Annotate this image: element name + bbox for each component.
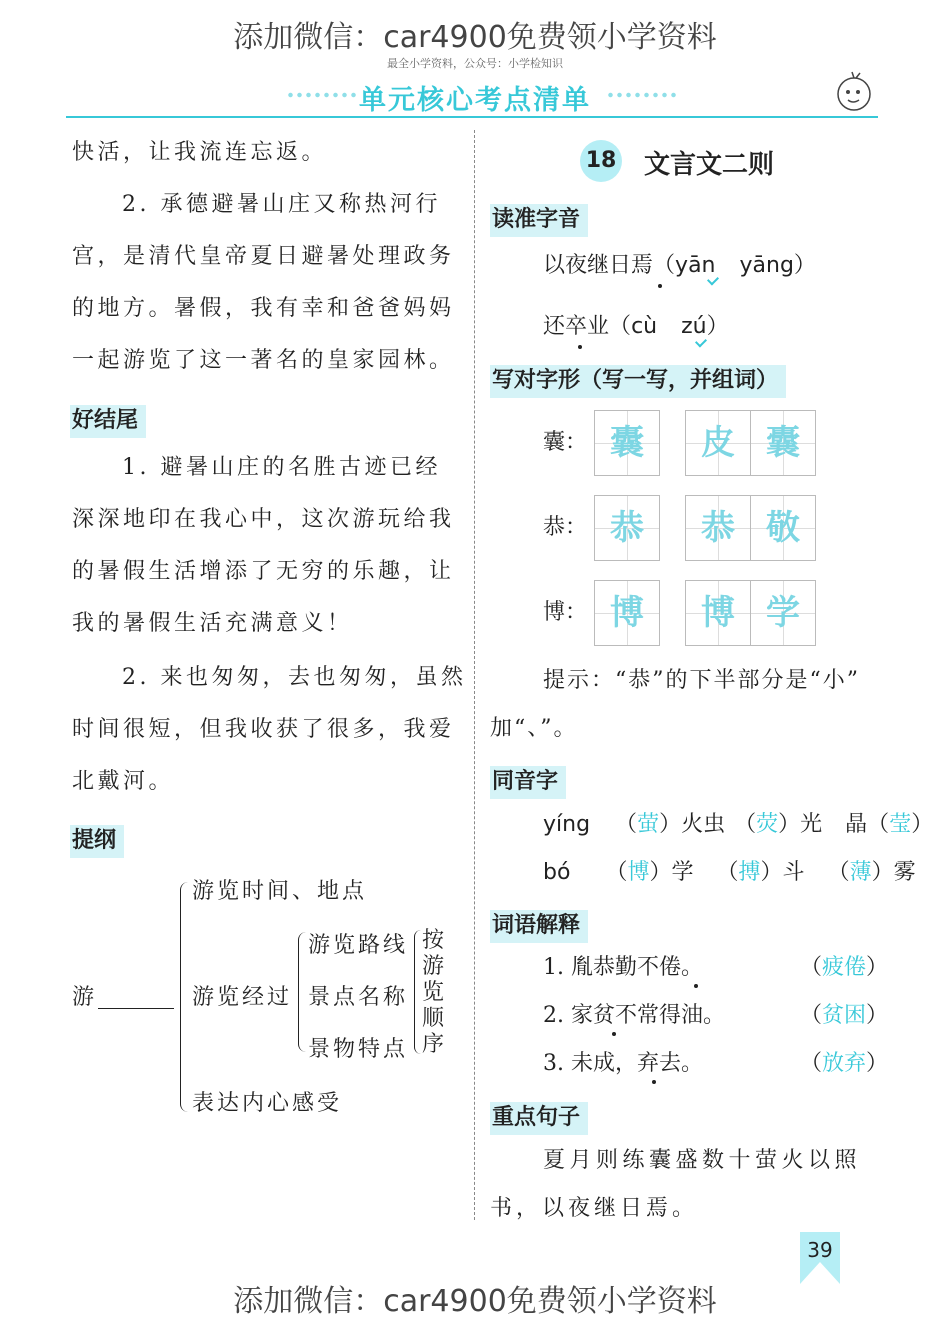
write-box: 博 — [685, 580, 751, 646]
header-dots-right — [606, 92, 676, 98]
outline-time: 游览时间、地点 — [192, 879, 368, 904]
outline-brace-order — [414, 930, 421, 1054]
word-question-3: 3. 未成，弃去。 — [543, 1051, 703, 1076]
column-divider — [474, 130, 475, 1220]
word-answer-2: （贫困） — [800, 1003, 889, 1028]
outline-brace-sub — [298, 932, 307, 1052]
emphasis-dot — [652, 1080, 656, 1084]
section-good-ending: 好结尾 — [70, 405, 146, 438]
section-homophone: 同音字 — [490, 766, 566, 799]
lesson-title: 文言文二则 — [644, 150, 775, 180]
pronunciation-row-2: 还卒业（cù zú） — [543, 314, 729, 339]
left-para-1: 快活，让我流连忘返。 — [72, 140, 328, 165]
header-small-text: 最全小学资料，公众号：小学检知识 — [387, 57, 563, 70]
outline-process: 游览经过 — [192, 985, 293, 1010]
mascot-icon — [830, 70, 878, 114]
emphasis-dot — [578, 345, 582, 349]
word-question-2: 2. 家贫不常得油。 — [543, 1003, 725, 1028]
outline-order: 按 游 览 顺 序 — [422, 928, 445, 1057]
write-box: 学 — [750, 580, 816, 646]
page-header-title: 单元核心考点清单 — [359, 85, 591, 116]
hint-line-2: 加“、”。 — [490, 716, 578, 741]
write-box: 囊 — [594, 410, 660, 476]
outline-root: 游 — [72, 985, 95, 1010]
word-question-1: 1. 胤恭勤不倦。 — [543, 955, 703, 980]
emphasis-dot — [694, 984, 698, 988]
left-para-4: 2. 来也匆匆，去也匆匆，虽然 时间很短，但我收获了很多，我爱 北戴河。 — [72, 665, 467, 794]
emphasis-dot — [612, 1032, 616, 1036]
outline-spots: 景点名称 — [308, 985, 409, 1010]
write-label-1: 囊： — [543, 430, 588, 455]
write-label-3: 博： — [543, 600, 588, 625]
section-write-form: 写对字形（写一写，并组词） — [490, 365, 786, 398]
write-box: 囊 — [750, 410, 816, 476]
page-number: 39 — [807, 1238, 833, 1262]
word-answer-3: （放弃） — [800, 1051, 889, 1076]
left-para-2: 2. 承德避暑山庄又称热河行 宫，是清代皇帝夏日避暑处理政务 的地方。暑假，我有幸和爸爸妈妈 一起游览了这一著名的皇家园林。 — [72, 192, 455, 373]
page-number-tab-notch — [800, 1262, 840, 1284]
section-pronunciation: 读准字音 — [490, 204, 588, 237]
write-box: 恭 — [685, 495, 751, 561]
section-word-explain: 词语解释 — [490, 910, 588, 943]
homophone-row-2: bó （博）学 （搏）斗 （薄）雾 — [543, 860, 916, 885]
emphasis-dot — [658, 284, 662, 288]
outline-blank — [98, 1008, 174, 1009]
key-sentence-line-1: 夏月则练囊盛数十萤火以照 — [543, 1148, 862, 1173]
key-sentence-line-2: 书，以夜继日焉。 — [490, 1196, 699, 1221]
outline-feeling: 表达内心感受 — [192, 1091, 343, 1116]
write-box: 皮 — [685, 410, 751, 476]
watermark-bottom: 添加微信：car4900免费领小学资料 — [233, 1284, 717, 1319]
header-rule — [66, 116, 878, 118]
section-key-sentence: 重点句子 — [490, 1102, 588, 1135]
dotted-char: 焉 — [631, 253, 654, 278]
homophone-row-1: yíng （萤）火虫 （荧）光 晶（莹） — [543, 812, 934, 837]
outline-features: 景物特点 — [308, 1037, 409, 1062]
section-outline: 提纲 — [70, 825, 124, 858]
pronunciation-row-1: 以夜继日焉（yān yāng） — [543, 253, 816, 278]
left-para-3: 1. 避暑山庄的名胜古迹已经 深深地印在我心中，这次游玩给我 的暑假生活增添了无穷的乐趣，让 我的暑假生活充满意义！ — [72, 455, 455, 636]
watermark-top: 添加微信：car4900免费领小学资料 — [233, 20, 717, 55]
write-box: 恭 — [594, 495, 660, 561]
write-box: 敬 — [750, 495, 816, 561]
write-label-2: 恭： — [543, 515, 588, 540]
word-answer-1: （疲倦） — [800, 955, 889, 980]
outline-brace-main — [180, 882, 191, 1112]
outline-route: 游览路线 — [308, 933, 409, 958]
write-box: 博 — [594, 580, 660, 646]
hint-line-1: 提示：“恭”的下半部分是“小” — [543, 668, 860, 693]
lesson-number-badge: 18 — [580, 140, 622, 182]
